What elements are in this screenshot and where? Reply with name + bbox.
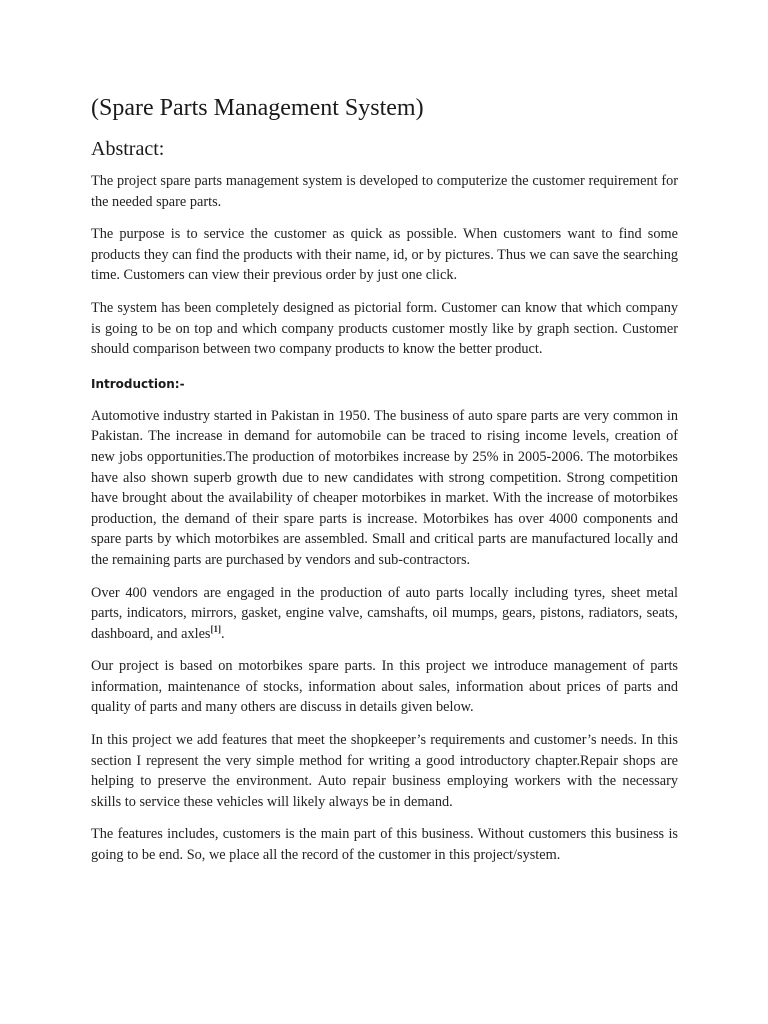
document-title: (Spare Parts Management System)	[91, 95, 424, 121]
citation-reference-link[interactable]: [1]	[210, 623, 221, 634]
introduction-paragraph-2	[91, 583, 678, 645]
introduction-heading: Introduction:-	[91, 376, 185, 391]
introduction-paragraph-2-end: .	[221, 625, 225, 642]
introduction-paragraph-1: Automotive industry started in Pakistan in 1950. The business of auto spare parts are very common in Pakistan. The increase in demand for automobile can be traced to rising income levels, creation of new jobs opportunities.The production of motorbikes increase by 25% in 2005-2006. The motorbikes have also shown superb growth due to new candidates with strong competition. Strong competition have brought about the availability of cheaper motorbikes in market. With the increase of motorbikes production, the demand of their spare parts is increase. Motorbikes has over 4000 components and spare parts by which motorbikes are assembled. Small and critical parts are manufactured locally and the remaining parts are purchased by vendors and sub-contractors.	[91, 407, 678, 568]
abstract-paragraph-1: The project spare parts management system is developed to computerize the customer requirement for the needed spare parts.	[91, 173, 678, 210]
document-content	[91, 92, 678, 866]
abstract-paragraph-3: The system has been completely designed as pictorial form. Customer can know that which company is going to be on top and which company products customer mostly like by graph section. Customer should comparison between two company products to know the better product.	[91, 299, 678, 358]
abstract-paragraph-2: The purpose is to service the customer as quick as possible. When customers want to find some products they can find the products with their name, id, or by pictures. Thus we can save the searching time. Customers can view their previous order by just one click.	[91, 226, 678, 284]
introduction-paragraph-3: Our project is based on motorbikes spare parts. In this project we introduce management of parts information, maintenance of stocks, information about sales, information about prices of parts and quality of parts and many others are discuss in details given below.	[91, 658, 678, 716]
introduction-paragraph-5: The features includes, customers is the main part of this business. Without customers this business is going to be end. So, we place all the record of the customer in this project/system.	[91, 826, 678, 864]
introduction-paragraph-4: In this project we add features that meet the shopkeeper’s requirements and customer’s needs. In this section I represent the very simple method for writing a good introductory chapter.Repair shops are helping to preserve the environment. Auto repair business employing workers with the necessary skills to service these vehicles will likely always be in demand.	[91, 732, 678, 810]
abstract-heading: Abstract:	[91, 138, 165, 160]
introduction-paragraph-2-text: Over 400 vendors are engaged in the production of auto parts locally including tyres, sheet metal parts, indicators, mirrors, gasket, engine valve, camshafts, oil mumps, gears, pistons, radiators, seats, dashboard, and axles	[91, 584, 678, 642]
